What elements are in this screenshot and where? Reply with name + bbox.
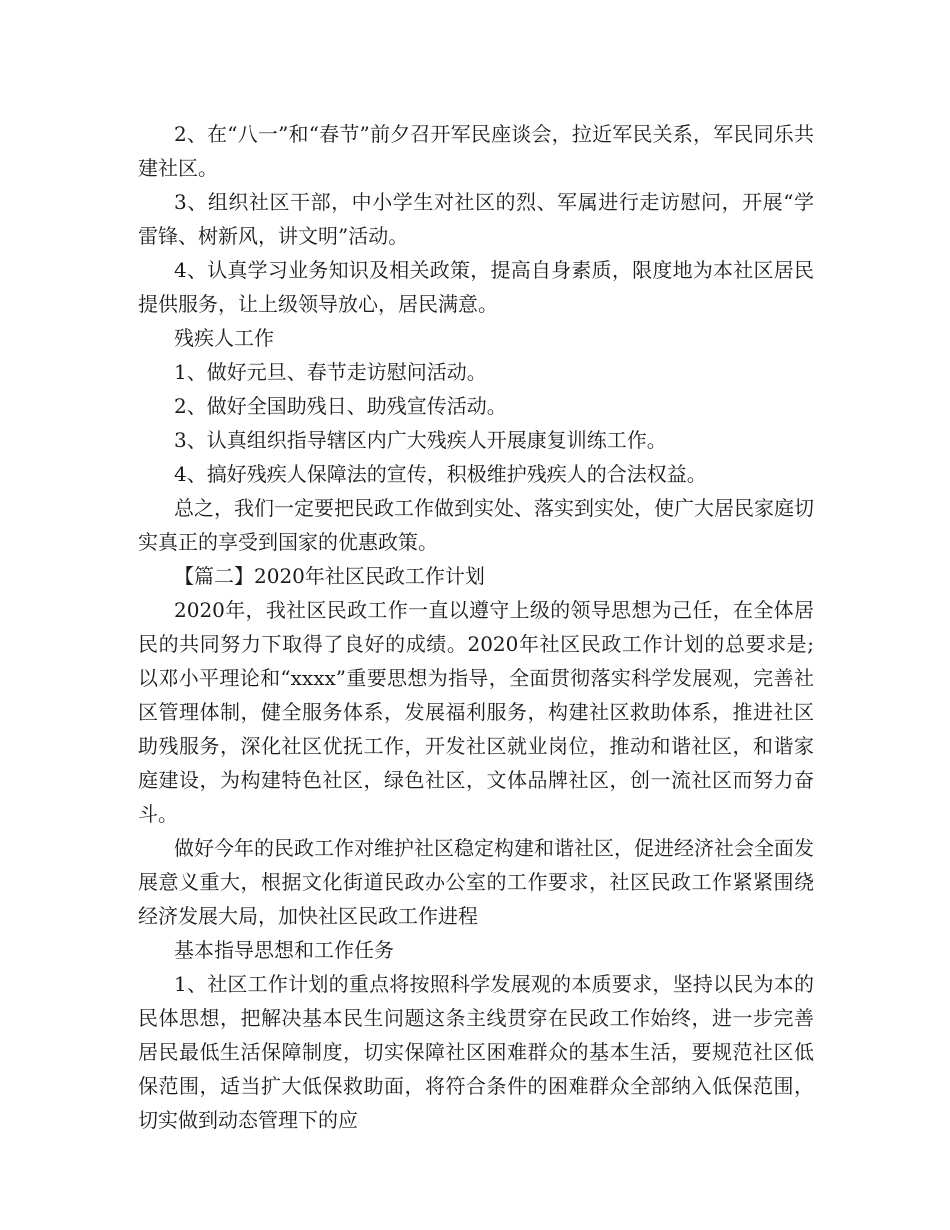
paragraph-item-2: 2、在“八一”和“春节”前夕召开军民座谈会，拉近军民关系，军民同乐共建社区。 [138, 122, 814, 180]
disabled-item-1: 1、做好元旦、春节走访慰问活动。 [174, 360, 487, 384]
guiding-item-1: 1、社区工作计划的重点将按照科学发展观的本质要求，坚持以民为本的民体思想，把解决基本民生问题这条主线贯穿在民政工作始终，进一步完善居民最低生活保障制度，切实保障社区困难群众的基本生活，要规范社区低保范围，适当扩大低保救助面，将符合条件的困难群众全部纳入低保范围，切实做到动态管理下的应 [138, 972, 814, 1132]
plan-intro-paragraph: 2020年，我社区民政工作一直以遵守上级的领导思想为己任，在全体居民的共同努力下取得了良好的成绩。2020年社区民政工作计划的总要求是;以邓小平理论和“xxxx”重要思想为指导，全面贯彻落实科学发展观，完善社区管理体制，健全服务体系，发展福利服务，构建社区救助体系，推进社区助残服务，深化社区优抚工作，开发社区就业岗位，推动和谐社区，和谐家庭建设，为构建特色社区，绿色社区，文体品牌社区，创一流社区而努力奋斗。 [138, 598, 814, 826]
section-heading-disabled-work: 残疾人工作 [174, 326, 274, 350]
document-body [138, 117, 814, 1137]
disabled-item-3: 3、认真组织指导辖区内广大残疾人开展康复训练工作。 [174, 428, 667, 452]
summary-paragraph: 总之，我们一定要把民政工作做到实处、落实到实处，使广大居民家庭切实真正的享受到国家的优惠政策。 [138, 496, 814, 554]
disabled-item-2: 2、做好全国助残日、助残宣传活动。 [174, 394, 507, 418]
plan-importance-paragraph: 做好今年的民政工作对维护社区稳定构建和谐社区，促进经济社会全面发展意义重大，根据文化街道民政办公室的工作要求，社区民政工作紧紧围绕经济发展大局，加快社区民政工作进程 [138, 836, 814, 928]
paragraph-item-3: 3、组织社区干部，中小学生对社区的烈、军属进行走访慰问，开展“学雷锋、树新风，讲文明”活动。 [138, 190, 814, 248]
section-title-part-two: 【篇二】2020年社区民政工作计划 [174, 564, 485, 588]
paragraph-item-4: 4、认真学习业务知识及相关政策，提高自身素质，限度地为本社区居民提供服务，让上级领导放心，居民满意。 [138, 258, 814, 316]
disabled-item-4: 4、搞好残疾人保障法的宣传，积极维护残疾人的合法权益。 [174, 462, 707, 486]
section-heading-guiding-thought: 基本指导思想和工作任务 [174, 938, 394, 962]
